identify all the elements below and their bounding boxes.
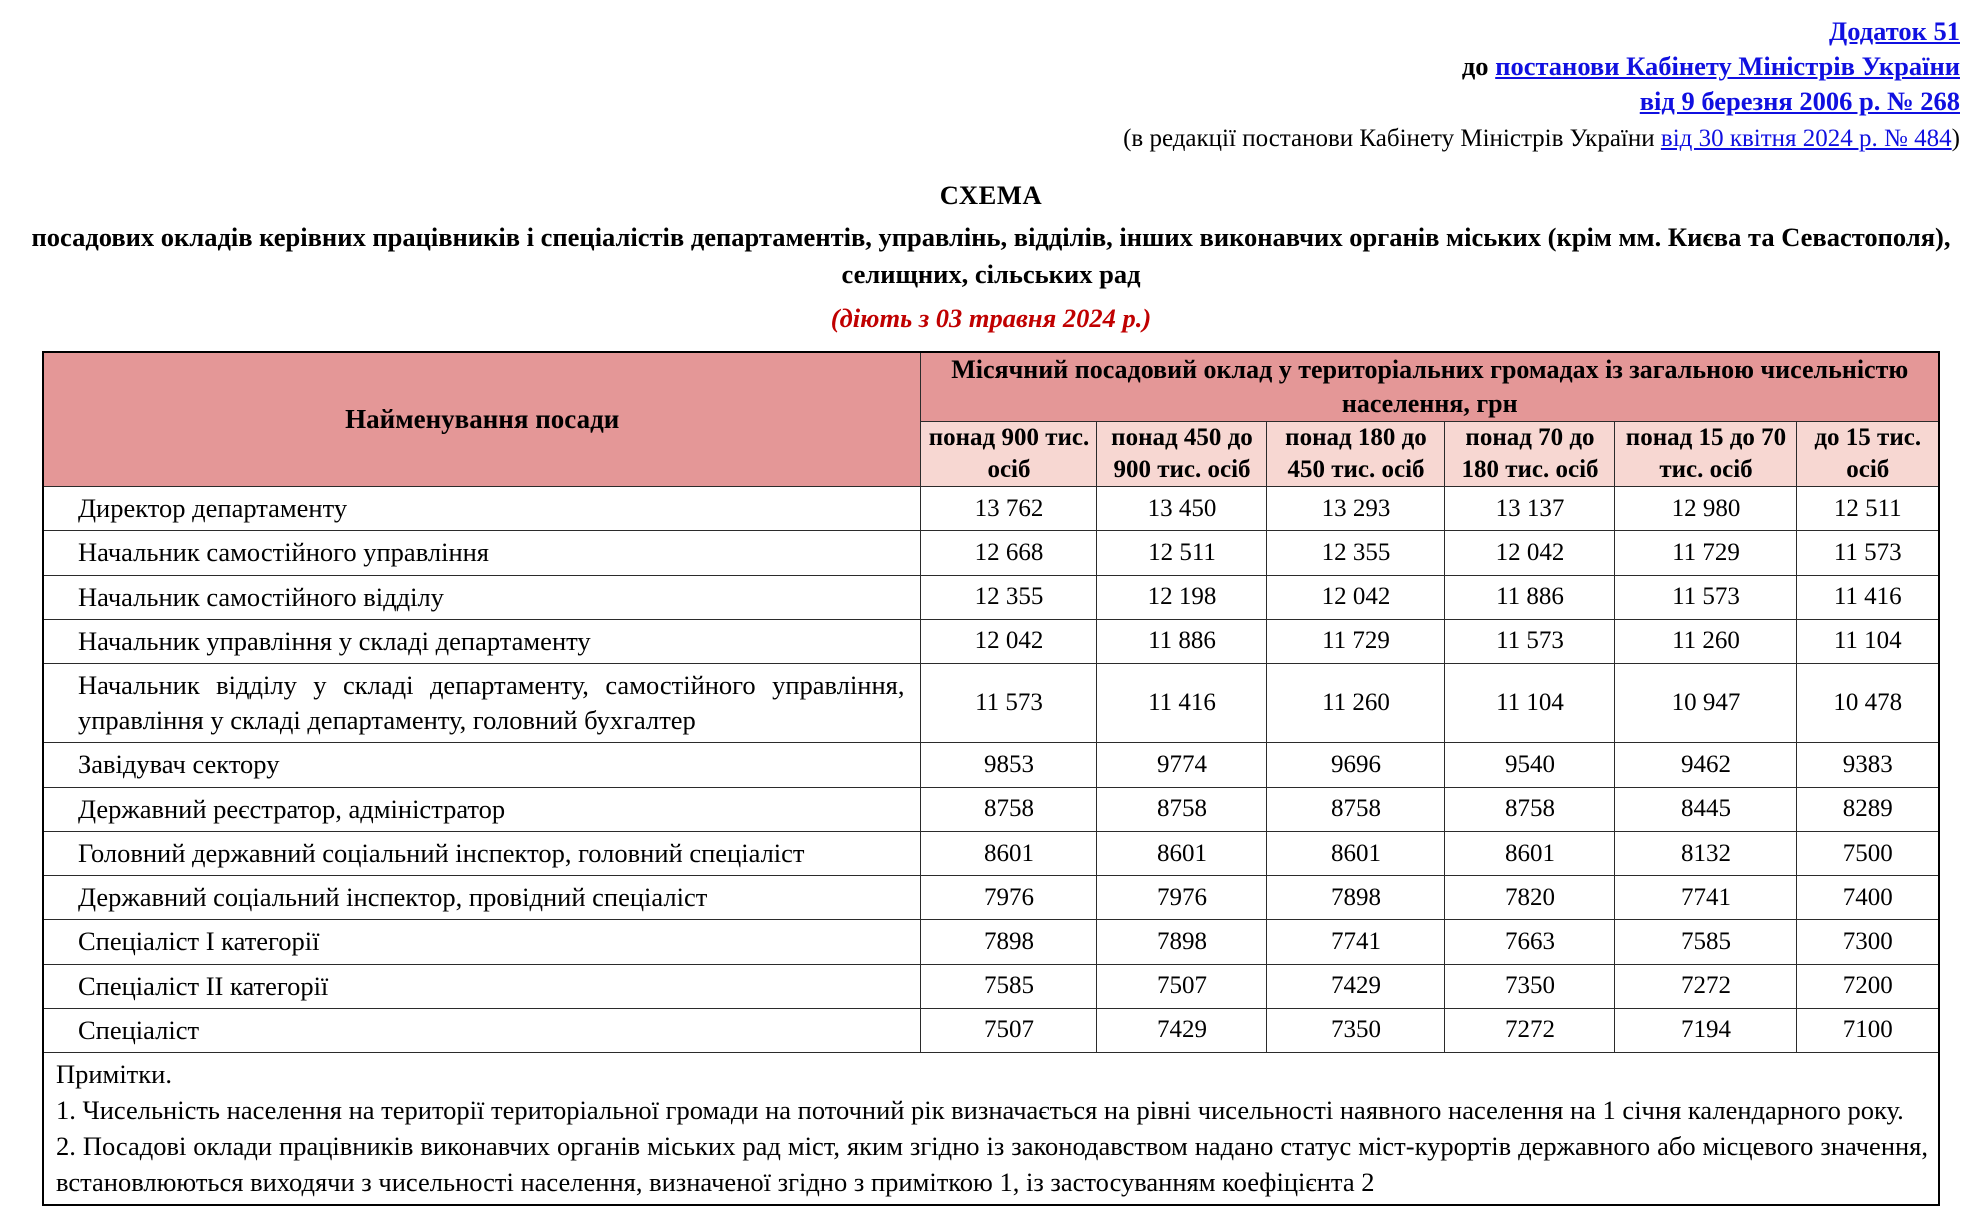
salary-value-cell: 11 260 bbox=[1615, 619, 1797, 663]
position-column-header: Найменування посади bbox=[43, 352, 921, 486]
table-row bbox=[43, 531, 1939, 575]
column-header-70-180: понад 70 до 180 тис. осіб bbox=[1445, 422, 1615, 487]
document-header bbox=[0, 0, 1982, 155]
salary-value-cell: 10 478 bbox=[1797, 663, 1939, 742]
salary-value-cell: 7272 bbox=[1615, 964, 1797, 1008]
position-name-cell: Начальник відділу у складі департаменту, самостійного управління, управління у складі департаменту, головний бухгалтер bbox=[43, 663, 921, 742]
position-name-cell: Спеціаліст bbox=[43, 1008, 921, 1052]
salary-value-cell: 11 729 bbox=[1267, 619, 1445, 663]
table-body bbox=[43, 487, 1939, 1053]
position-name-cell: Спеціаліст I категорії bbox=[43, 920, 921, 964]
salary-value-cell: 7585 bbox=[1615, 920, 1797, 964]
salary-value-cell: 11 416 bbox=[1797, 575, 1939, 619]
salary-value-cell: 12 042 bbox=[1445, 531, 1615, 575]
salary-value-cell: 11 573 bbox=[1615, 575, 1797, 619]
salary-value-cell: 7741 bbox=[1267, 920, 1445, 964]
resolution-reference-line bbox=[0, 49, 1960, 84]
salary-value-cell: 11 104 bbox=[1445, 663, 1615, 742]
salary-value-cell: 7663 bbox=[1445, 920, 1615, 964]
table-row bbox=[43, 876, 1939, 920]
resolution-prefix: до bbox=[1461, 51, 1496, 82]
salary-value-cell: 11 573 bbox=[1797, 531, 1939, 575]
salary-value-cell: 8758 bbox=[1097, 787, 1267, 831]
table-foot bbox=[43, 1053, 1939, 1206]
position-name-cell: Директор департаменту bbox=[43, 487, 921, 531]
column-header-15-70: понад 15 до 70 тис. осіб bbox=[1615, 422, 1797, 487]
salary-value-cell: 9462 bbox=[1615, 743, 1797, 787]
amendment-line bbox=[0, 120, 1960, 155]
title-block bbox=[0, 177, 1982, 338]
salary-schedule-table bbox=[42, 351, 1940, 1206]
column-header-over-900: понад 900 тис. осіб bbox=[921, 422, 1097, 487]
salary-group-header: Місячний посадовий оклад у територіальних громадах із загальною чисельністю населення, грн bbox=[921, 352, 1939, 421]
salary-value-cell: 8289 bbox=[1797, 787, 1939, 831]
salary-value-cell: 9696 bbox=[1267, 743, 1445, 787]
salary-value-cell: 7585 bbox=[921, 964, 1097, 1008]
schema-subject: посадових окладів керівних працівників і спеціалістів департаментів, управлінь, відділів, інших виконавчих органів міських (крім мм. Києва та Севастополя), селищних, сільських рад bbox=[31, 221, 1951, 290]
salary-value-cell: 11 416 bbox=[1097, 663, 1267, 742]
salary-value-cell: 8758 bbox=[921, 787, 1097, 831]
resolution-link[interactable]: постанови Кабінету Міністрів України bbox=[1495, 51, 1960, 82]
salary-value-cell: 7500 bbox=[1797, 831, 1939, 875]
position-name-cell: Головний державний соціальний інспектор, головний спеціаліст bbox=[43, 831, 921, 875]
position-name-cell: Державний соціальний інспектор, провідний спеціаліст bbox=[43, 876, 921, 920]
salary-value-cell: 8601 bbox=[1445, 831, 1615, 875]
table-row bbox=[43, 1008, 1939, 1052]
schema-heading: СХЕМА bbox=[939, 179, 1043, 210]
table-row bbox=[43, 831, 1939, 875]
salary-value-cell: 12 668 bbox=[921, 531, 1097, 575]
salary-value-cell: 9853 bbox=[921, 743, 1097, 787]
salary-value-cell: 12 198 bbox=[1097, 575, 1267, 619]
column-header-180-450: понад 180 до 450 тис. осіб bbox=[1267, 422, 1445, 487]
table-row bbox=[43, 619, 1939, 663]
salary-value-cell: 9540 bbox=[1445, 743, 1615, 787]
salary-value-cell: 13 762 bbox=[921, 487, 1097, 531]
resolution-date-line bbox=[0, 84, 1960, 119]
salary-value-cell: 8445 bbox=[1615, 787, 1797, 831]
salary-value-cell: 7272 bbox=[1445, 1008, 1615, 1052]
salary-value-cell: 11 573 bbox=[1445, 619, 1615, 663]
salary-value-cell: 7400 bbox=[1797, 876, 1939, 920]
table-row bbox=[43, 487, 1939, 531]
position-name-cell: Начальник самостійного відділу bbox=[43, 575, 921, 619]
appendix-number-link[interactable]: Додаток 51 bbox=[1829, 16, 1960, 46]
appendix-number-line bbox=[0, 14, 1960, 49]
position-name-cell: Начальник самостійного управління bbox=[43, 531, 921, 575]
salary-value-cell: 13 137 bbox=[1445, 487, 1615, 531]
note-1: 1. Чисельність населення на території територіальної громади на поточний рік визначається на рівні чисельності наявного населення на 1 січня календарного року. bbox=[55, 1095, 1904, 1126]
table-row bbox=[43, 575, 1939, 619]
salary-value-cell: 7507 bbox=[921, 1008, 1097, 1052]
position-name-cell: Державний реєстратор, адміністратор bbox=[43, 787, 921, 831]
table-head bbox=[43, 352, 1939, 486]
salary-value-cell: 7898 bbox=[1097, 920, 1267, 964]
effective-date-note: (діють з 03 травня 2024 р.) bbox=[830, 302, 1152, 333]
table-row bbox=[43, 743, 1939, 787]
salary-value-cell: 7100 bbox=[1797, 1008, 1939, 1052]
salary-value-cell: 7976 bbox=[1097, 876, 1267, 920]
salary-value-cell: 12 980 bbox=[1615, 487, 1797, 531]
salary-value-cell: 12 042 bbox=[1267, 575, 1445, 619]
salary-value-cell: 12 511 bbox=[1797, 487, 1939, 531]
notes-cell bbox=[43, 1053, 1939, 1206]
table-row bbox=[43, 920, 1939, 964]
salary-value-cell: 7429 bbox=[1267, 964, 1445, 1008]
column-header-450-900: понад 450 до 900 тис. осіб bbox=[1097, 422, 1267, 487]
salary-value-cell: 7898 bbox=[921, 920, 1097, 964]
position-name-cell: Спеціаліст II категорії bbox=[43, 964, 921, 1008]
salary-value-cell: 7820 bbox=[1445, 876, 1615, 920]
resolution-date-link[interactable]: від 9 березня 2006 р. № 268 bbox=[1639, 86, 1960, 117]
salary-value-cell: 12 042 bbox=[921, 619, 1097, 663]
amendment-link[interactable]: від 30 квітня 2024 р. № 484 bbox=[1660, 124, 1952, 152]
salary-value-cell: 7898 bbox=[1267, 876, 1445, 920]
salary-value-cell: 8132 bbox=[1615, 831, 1797, 875]
salary-value-cell: 7429 bbox=[1097, 1008, 1267, 1052]
salary-value-cell: 8601 bbox=[1267, 831, 1445, 875]
salary-value-cell: 11 573 bbox=[921, 663, 1097, 742]
salary-value-cell: 7741 bbox=[1615, 876, 1797, 920]
notes-row bbox=[43, 1053, 1939, 1206]
salary-value-cell: 12 355 bbox=[921, 575, 1097, 619]
salary-value-cell: 9383 bbox=[1797, 743, 1939, 787]
salary-value-cell: 7507 bbox=[1097, 964, 1267, 1008]
salary-value-cell: 9774 bbox=[1097, 743, 1267, 787]
amendment-suffix: ) bbox=[1951, 124, 1960, 152]
salary-value-cell: 7300 bbox=[1797, 920, 1939, 964]
table-row bbox=[43, 787, 1939, 831]
salary-value-cell: 7350 bbox=[1445, 964, 1615, 1008]
column-header-under-15: до 15 тис. осіб bbox=[1797, 422, 1939, 487]
salary-value-cell: 8601 bbox=[921, 831, 1097, 875]
salary-value-cell: 7200 bbox=[1797, 964, 1939, 1008]
position-name-cell: Завідувач сектору bbox=[43, 743, 921, 787]
salary-value-cell: 8601 bbox=[1097, 831, 1267, 875]
salary-value-cell: 12 355 bbox=[1267, 531, 1445, 575]
salary-value-cell: 11 886 bbox=[1445, 575, 1615, 619]
notes-heading: Примітки. bbox=[55, 1059, 172, 1090]
table-row bbox=[43, 964, 1939, 1008]
table-header-row-group bbox=[43, 352, 1939, 421]
note-2: 2. Посадові оклади працівників виконавчих органів міських рад міст, яким згідно із законодавством надано статус міст-курортів державного або місцевого значення, встановлюються виходячи з чисельності населення, визначеної згідно з приміткою 1, із застосуванням коефіцієнта 2 bbox=[55, 1131, 1928, 1198]
salary-value-cell: 7976 bbox=[921, 876, 1097, 920]
salary-value-cell: 7194 bbox=[1615, 1008, 1797, 1052]
salary-value-cell: 13 450 bbox=[1097, 487, 1267, 531]
salary-value-cell: 8758 bbox=[1267, 787, 1445, 831]
salary-value-cell: 11 260 bbox=[1267, 663, 1445, 742]
table-row bbox=[43, 663, 1939, 742]
salary-value-cell: 13 293 bbox=[1267, 487, 1445, 531]
salary-value-cell: 8758 bbox=[1445, 787, 1615, 831]
salary-value-cell: 12 511 bbox=[1097, 531, 1267, 575]
salary-value-cell: 11 729 bbox=[1615, 531, 1797, 575]
amendment-prefix: (в редакції постанови Кабінету Міністрів України bbox=[1123, 124, 1661, 152]
salary-value-cell: 11 104 bbox=[1797, 619, 1939, 663]
salary-value-cell: 7350 bbox=[1267, 1008, 1445, 1052]
position-name-cell: Начальник управління у складі департаменту bbox=[43, 619, 921, 663]
salary-value-cell: 11 886 bbox=[1097, 619, 1267, 663]
salary-value-cell: 10 947 bbox=[1615, 663, 1797, 742]
